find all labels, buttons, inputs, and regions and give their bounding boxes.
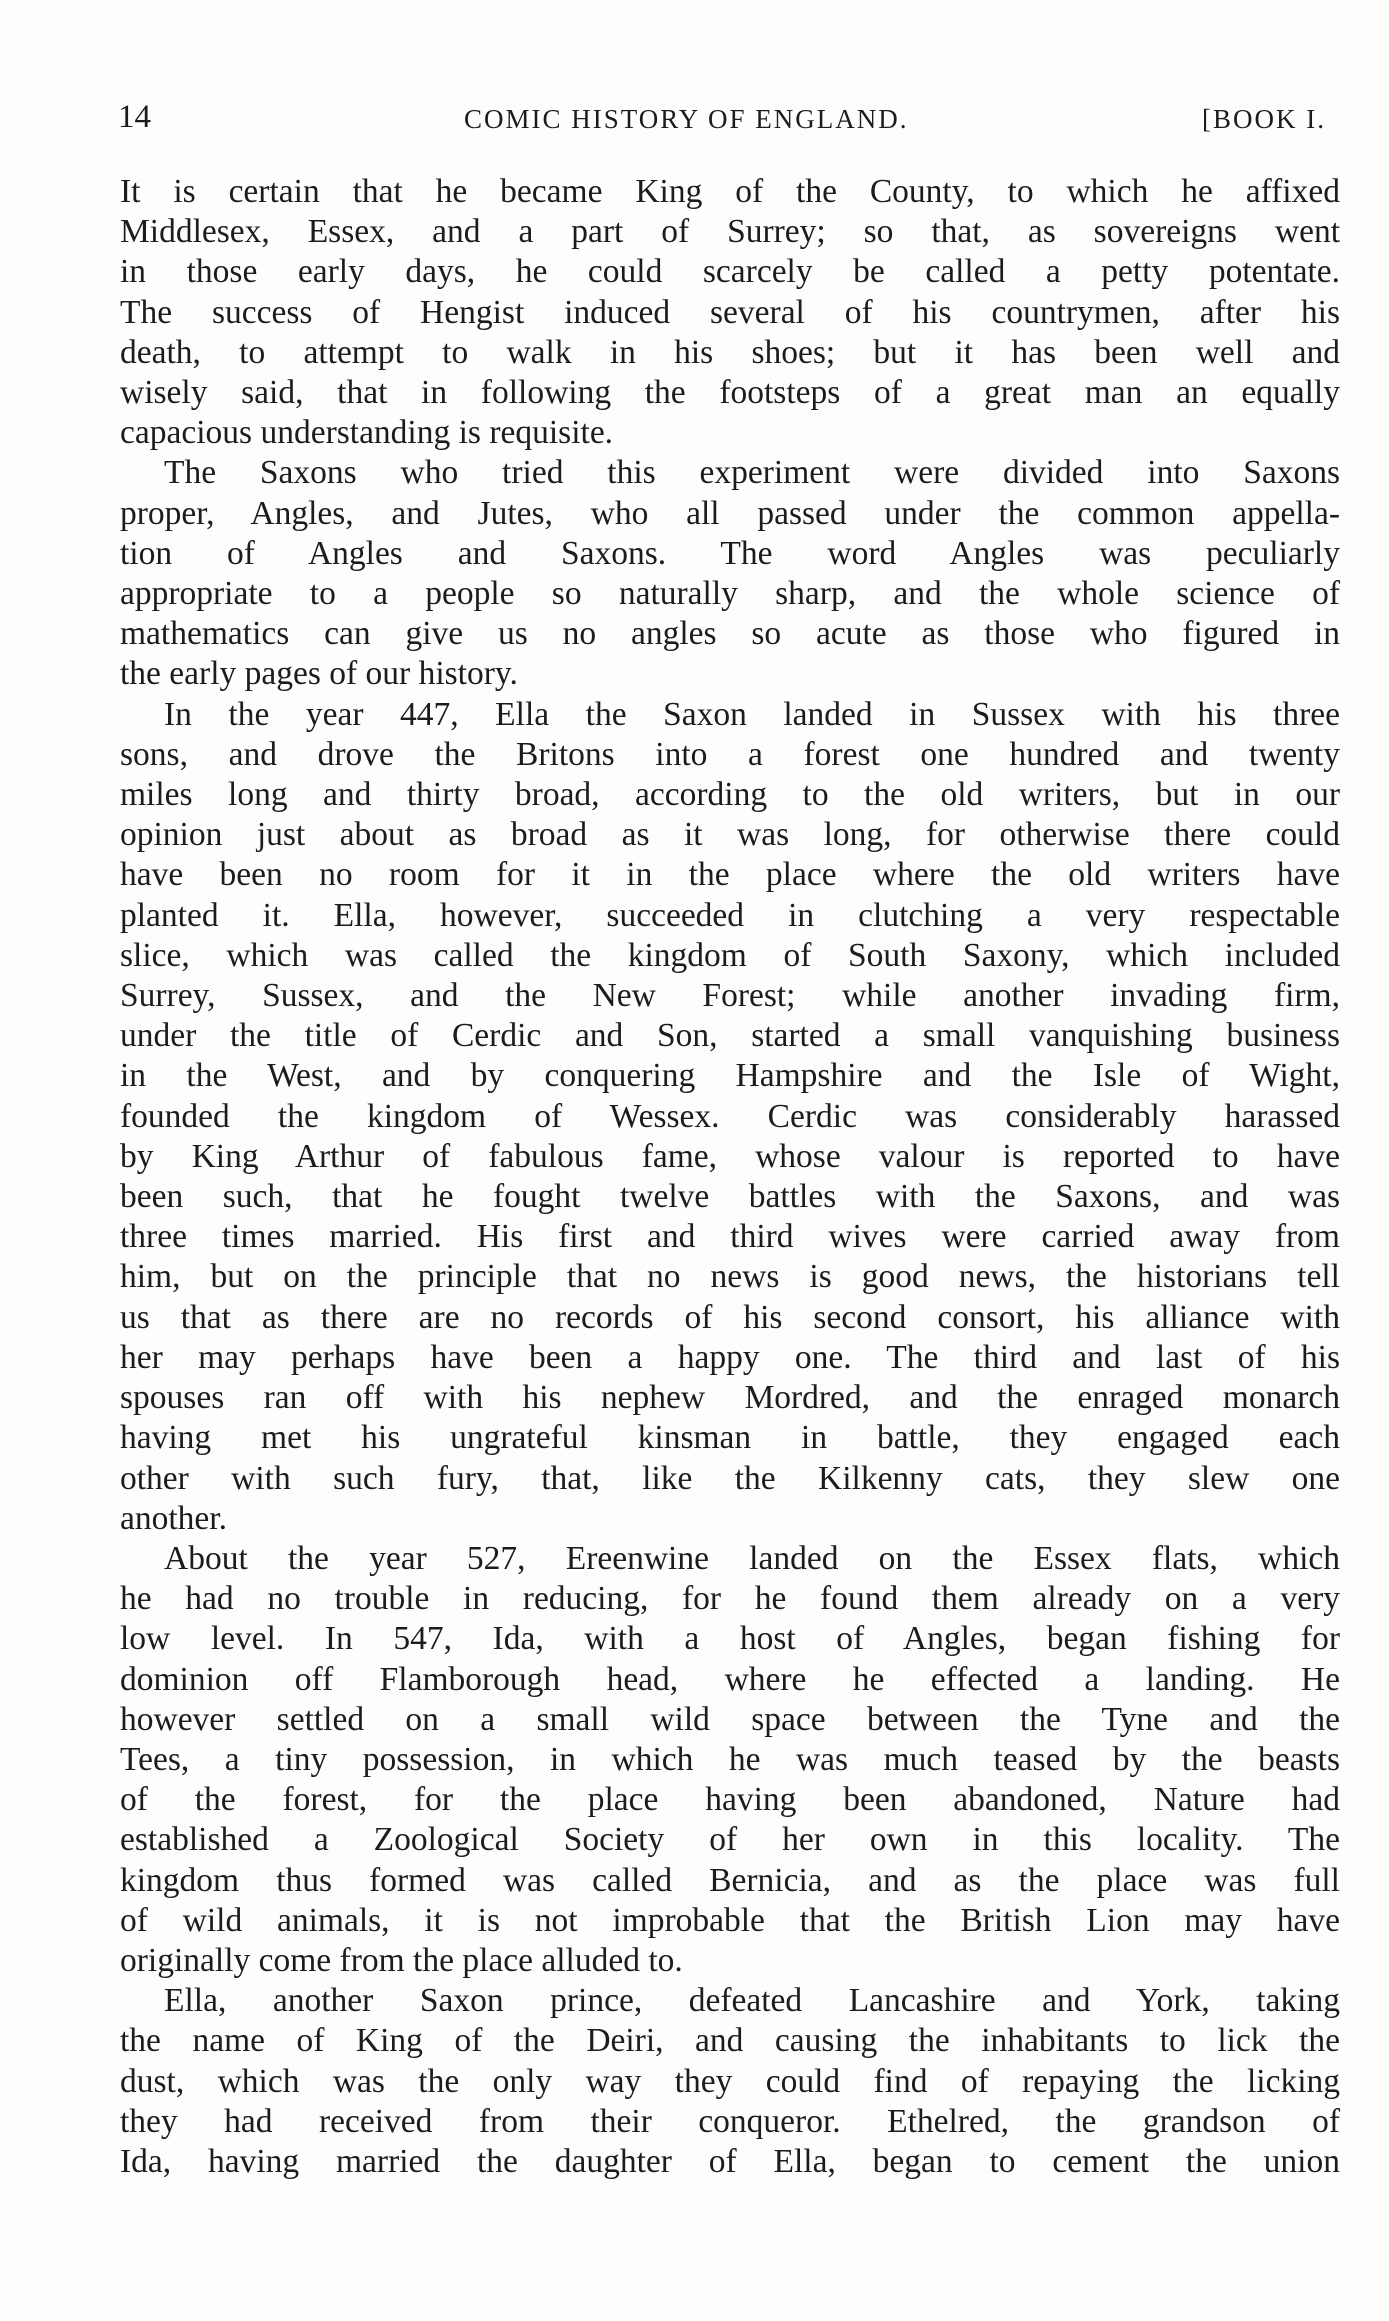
text-line: Ella, another Saxon prince, defeated Lancashire and York, taking	[164, 1982, 1340, 2020]
paragraph-2	[120, 453, 1340, 694]
text-line: he had no trouble in reducing, for he found them already on a very	[120, 1580, 1340, 1618]
paragraph-4	[120, 1539, 1340, 1981]
text-line: planted it. Ella, however, succeeded in clutching a very respectable	[120, 896, 1340, 934]
text-line: wisely said, that in following the footsteps of a great man an equally	[120, 374, 1340, 412]
text-line: appropriate to a people so naturally sharp, and the whole science of	[120, 575, 1340, 613]
text-line: spouses ran off with his nephew Mordred, and the enraged monarch	[120, 1379, 1340, 1417]
text-line: in those early days, he could scarcely be called a petty potentate.	[120, 253, 1340, 291]
text-line: another.	[120, 1499, 227, 1537]
text-line: other with such fury, that, like the Kilkenny cats, they slew one	[120, 1459, 1340, 1497]
text-line: About the year 527, Ereenwine landed on the Essex flats, which	[164, 1539, 1340, 1577]
text-line: under the title of Cerdic and Son, started a small vanquishing business	[120, 1017, 1340, 1055]
page-number: 14	[118, 99, 151, 135]
paragraph-3	[120, 695, 1340, 1539]
text-line: in the West, and by conquering Hampshire and the Isle of Wight,	[120, 1057, 1340, 1095]
text-line: The Saxons who tried this experiment were divided into Saxons	[164, 454, 1340, 492]
text-line: slice, which was called the kingdom of South Saxony, which included	[120, 936, 1340, 974]
text-line: dust, which was the only way they could find of repaying the licking	[120, 2062, 1340, 2100]
text-line: sons, and drove the Britons into a forest one hundred and twenty	[120, 735, 1340, 773]
text-line: Middlesex, Essex, and a part of Surrey; so that, as sovereigns went	[120, 213, 1340, 251]
text-line: founded the kingdom of Wessex. Cerdic was considerably harassed	[120, 1097, 1340, 1135]
text-line: low level. In 547, Ida, with a host of Angles, began fishing for	[120, 1620, 1340, 1658]
paragraph-5	[120, 1981, 1340, 2182]
text-line: of wild animals, it is not improbable that the British Lion may have	[120, 1901, 1340, 1939]
text-line: having met his ungrateful kinsman in battle, they engaged each	[120, 1419, 1340, 1457]
text-line: Surrey, Sussex, and the New Forest; while another invading firm,	[120, 977, 1340, 1015]
page-header	[118, 96, 1330, 146]
text-line: the early pages of our history.	[120, 655, 518, 693]
text-line: us that as there are no records of his second consort, his alliance with	[120, 1298, 1340, 1336]
text-line: miles long and thirty broad, according to the old writers, but in our	[120, 776, 1340, 814]
paragraph-1	[120, 172, 1340, 453]
text-line: have been no room for it in the place where the old writers have	[120, 856, 1340, 894]
text-line: her may perhaps have been a happy one. The third and last of his	[120, 1338, 1340, 1376]
text-line: established a Zoological Society of her own in this locality. The	[120, 1821, 1340, 1859]
text-line: kingdom thus formed was called Bernicia, and as the place was full	[120, 1861, 1340, 1899]
text-line: him, but on the principle that no news is good news, the historians tell	[120, 1258, 1340, 1296]
running-title: COMIC HISTORY OF ENGLAND.	[464, 104, 909, 134]
text-line: death, to attempt to walk in his shoes; but it has been well and	[120, 333, 1340, 371]
text-line: mathematics can give us no angles so acute as those who figured in	[120, 615, 1340, 653]
text-line: Tees, a tiny possession, in which he was much teased by the beasts	[120, 1740, 1340, 1778]
text-line: It is certain that he became King of the County, to which he affixed	[120, 173, 1340, 210]
text-line: originally come from the place alluded to.	[120, 1941, 683, 1979]
body-text	[120, 172, 1340, 2182]
text-line: The success of Hengist induced several of his countrymen, after his	[120, 293, 1340, 331]
text-line: however settled on a small wild space between the Tyne and the	[120, 1700, 1340, 1738]
text-line: opinion just about as broad as it was long, for otherwise there could	[120, 816, 1340, 854]
text-line: capacious understanding is requisite.	[120, 414, 614, 452]
text-line: dominion off Flamborough head, where he effected a landing. He	[120, 1660, 1340, 1698]
book-label: [BOOK I.	[1202, 104, 1326, 134]
text-line: they had received from their conqueror. Ethelred, the grandson of	[120, 2102, 1340, 2140]
text-line: tion of Angles and Saxons. The word Angles was peculiarly	[120, 534, 1340, 572]
text-line: proper, Angles, and Jutes, who all passed under the common appella-	[120, 494, 1340, 532]
text-line: Ida, having married the daughter of Ella, began to cement the union	[120, 2142, 1340, 2180]
text-line: the name of King of the Deiri, and causing the inhabitants to lick the	[120, 2022, 1340, 2060]
text-line: of the forest, for the place having been abandoned, Nature had	[120, 1781, 1340, 1819]
text-line: three times married. His first and third wives were carried away from	[120, 1218, 1340, 1256]
text-line: by King Arthur of fabulous fame, whose valour is reported to have	[120, 1137, 1340, 1175]
text-line: In the year 447, Ella the Saxon landed in Sussex with his three	[164, 695, 1340, 733]
text-line: been such, that he fought twelve battles with the Saxons, and was	[120, 1178, 1340, 1216]
